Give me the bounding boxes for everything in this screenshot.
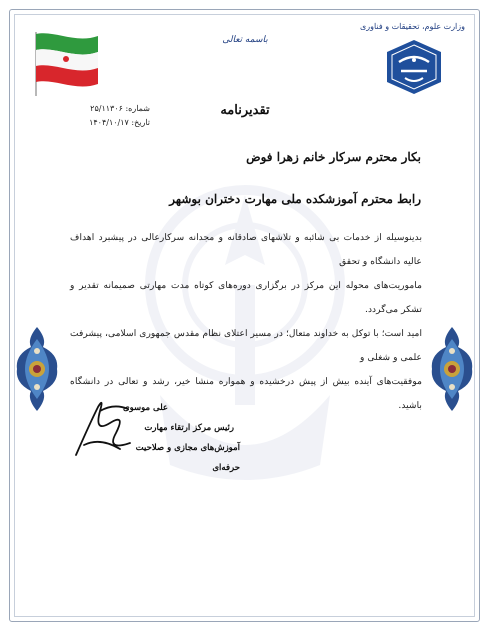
date-label: تاریخ: ۱۴۰۴/۱۰/۱۷	[89, 118, 150, 127]
recipient-line-2: رابط محترم آموزشکده ملی مهارت دختران بوشهر	[169, 192, 421, 206]
iran-flag-icon	[30, 28, 102, 98]
number-label: شماره: ۲۵/۱۱۳۰۶	[90, 104, 150, 113]
certificate-body	[70, 226, 422, 418]
recipient-line-1: بکار محترم سرکار خانم زهرا فوض	[246, 150, 421, 164]
ministry-name: وزارت علوم، تحقیقات و فناوری	[360, 22, 465, 31]
signatory-position-2: آموزش‌های مجازی و صلاحیت حرفه‌ای	[135, 443, 240, 473]
right-ornament-icon	[428, 325, 476, 413]
body-line-2: ماموریت‌های محوله این مرکز در برگزاری دوره‌های کوتاه مدت مهارتی صمیمانه تقدیر و تشکر می‌گردد.	[70, 280, 422, 315]
document-meta	[80, 102, 150, 130]
body-line-1: بدینوسیله از خدمات بی شائبه و تلاشهای صادقانه و مجدانه سرکارعالی در پیشبرد اهداف عالیه دانشگاه و تحقق	[70, 232, 422, 267]
signatory-block	[120, 398, 240, 478]
body-line-4: موفقیت‌های آینده بیش از پیش درخشیده و همواره منشا خیر، رشد و تعالی در دانشگاه باشید.	[70, 376, 422, 411]
signatory-name: علی موسوی	[122, 403, 168, 413]
signatory-position-1: رئیس مرکز ارتقاء مهارت	[144, 423, 234, 433]
body-line-3: امید است؛ با توکل به خداوند متعال؛ در مسیر اعتلای نظام مقدس جمهوری اسلامی، پیشرفت علمی و شغلی و	[70, 328, 422, 363]
university-logo-icon	[383, 38, 445, 96]
left-ornament-icon	[13, 325, 61, 413]
certificate-title: تقدیرنامه	[220, 103, 270, 118]
university-logo-block	[355, 22, 470, 122]
basmala-text: باسمه تعالی	[222, 35, 268, 45]
